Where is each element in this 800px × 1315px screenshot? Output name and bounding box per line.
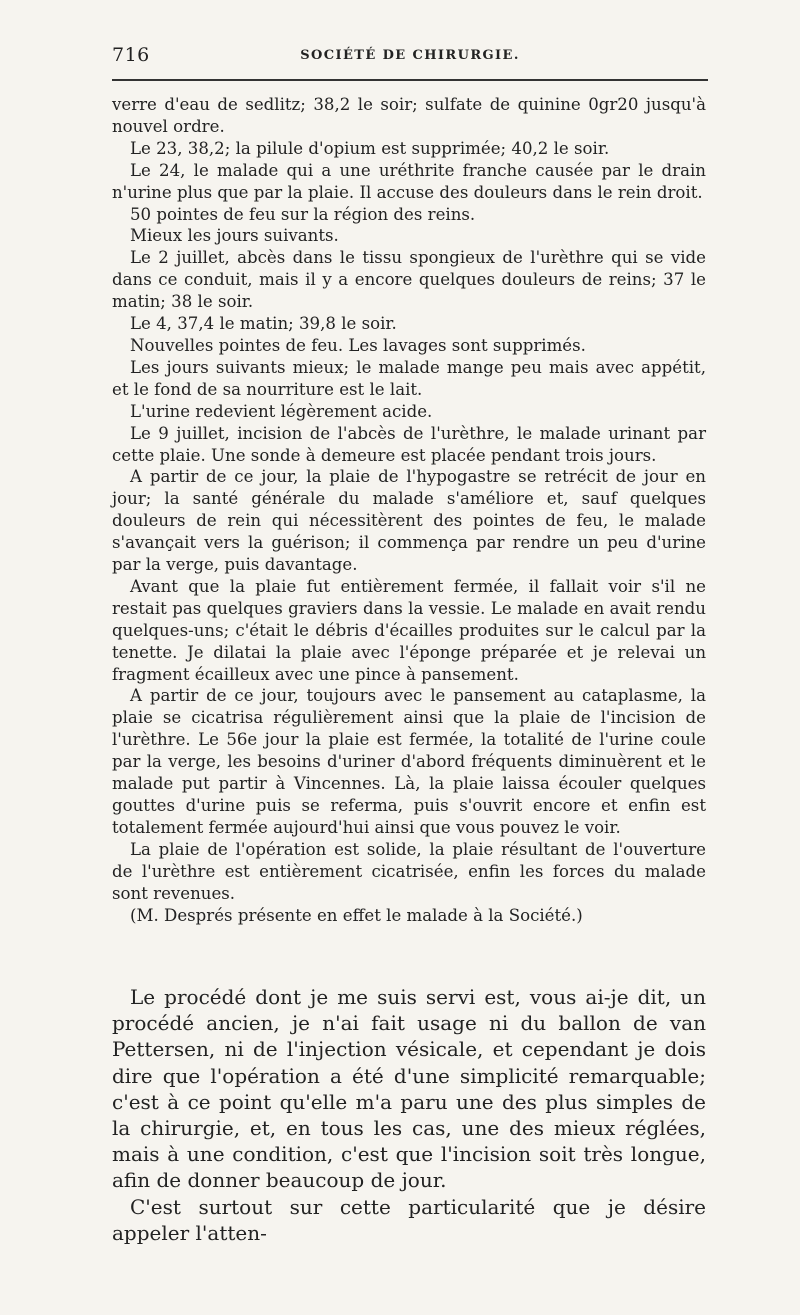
paragraph: (M. Després présente en effet le malade à la Société.): [130, 905, 583, 925]
header-rule: [112, 79, 708, 81]
paragraph: Le 2 juillet, abcès dans le tissu spongieux de l'urèthre qui se vide dans ce conduit, mais il y a encore quelques douleurs de reins; 37 le matin; 38 le soir.: [112, 248, 706, 312]
page-number: 716: [112, 44, 150, 66]
paragraph: verre d'eau de sedlitz; 38,2 le soir; sulfate de quinine 0gr20 jusqu'à nouvel ordre.: [112, 95, 706, 136]
paragraph: Le 23, 38,2; la pilule d'opium est supprimée; 40,2 le soir.: [130, 138, 610, 158]
paragraph: A partir de ce jour, la plaie de l'hypogastre se retrécit de jour en jour; la santé générale du malade s'améliore et, sauf quelques douleurs de rein qui nécessitèrent des pointes de feu, le malade s'avançait vers la guérison; il commença par rendre un peu d'urine par la verge, puis davantage.: [112, 467, 706, 575]
paragraph: Le 24, le malade qui a une uréthrite franche causée par le drain n'urine plus que par la plaie. Il accuse des douleurs dans le rein droit.: [112, 160, 706, 202]
paragraph: Les jours suivants mieux; le malade mange peu mais avec appétit, et le fond de sa nourriture est le lait.: [112, 357, 706, 399]
discussion-text: [112, 984, 706, 1246]
paragraph: Mieux les jours suivants.: [130, 226, 339, 246]
paragraph: Nouvelles pointes de feu. Les lavages sont supprimés.: [130, 335, 586, 355]
paragraph: A partir de ce jour, toujours avec le pansement au cataplasme, la plaie se cicatrisa régulièrement ainsi que la plaie de l'incision de l'urèthre. Le 56e jour la plaie est fermée, la totalité de l'urine coule par la verge, les besoins d'uriner d'abord fréquents diminuèrent et le malade put partir à Vincennes. Là, la plaie laissa écouler quelques gouttes d'urine puis se referma, puis s'ouvrit encore et enfin est totalement fermée aujourd'hui ainsi que vous pouvez le voir.: [112, 686, 706, 837]
page-header: [112, 44, 708, 70]
paragraph: Le 9 juillet, incision de l'abcès de l'urèthre, le malade urinant par cette plaie. Une sonde à demeure est placée pendant trois jours.: [112, 423, 706, 465]
paragraph: 50 pointes de feu sur la région des reins.: [130, 204, 476, 224]
paragraph: L'urine redevient légèrement acide.: [130, 401, 433, 421]
running-head: SOCIÉTÉ DE CHIRURGIE.: [300, 48, 520, 63]
paragraph: Le 4, 37,4 le matin; 39,8 le soir.: [130, 314, 397, 334]
paragraph: Avant que la plaie fut entièrement fermée, il fallait voir s'il ne restait pas quelques graviers dans la vessie. Le malade en avait rendu quelques-uns; c'était le débris d'écailles produites sur le calcul par la tenette. Je dilatai la plaie avec l'éponge préparée et je relevai un fragment écailleux avec une pince à pansement.: [112, 576, 706, 684]
paragraph: Le procédé dont je me suis servi est, vous ai-je dit, un procédé ancien, je n'ai fait usage ni du ballon de van Pettersen, ni de l'injection vésicale, et cependant je dois dire que l'opération a été d'une simplicité remarquable; c'est à ce point qu'elle m'a paru une des plus simples de la chirurgie, et, en tous les cas, une des mieux réglées, mais à une condition, c'est que l'incision soit très longue, afin de donner beaucoup de jour.: [112, 985, 706, 1193]
paragraph: La plaie de l'opération est solide, la plaie résultant de l'ouverture de l'urèthre est entièrement cicatrisée, enfin les forces du malade sont revenues.: [112, 839, 706, 903]
paragraph: C'est surtout sur cette particularité que je désire appeler l'atten-: [112, 1194, 706, 1245]
case-report-text: [112, 94, 706, 926]
